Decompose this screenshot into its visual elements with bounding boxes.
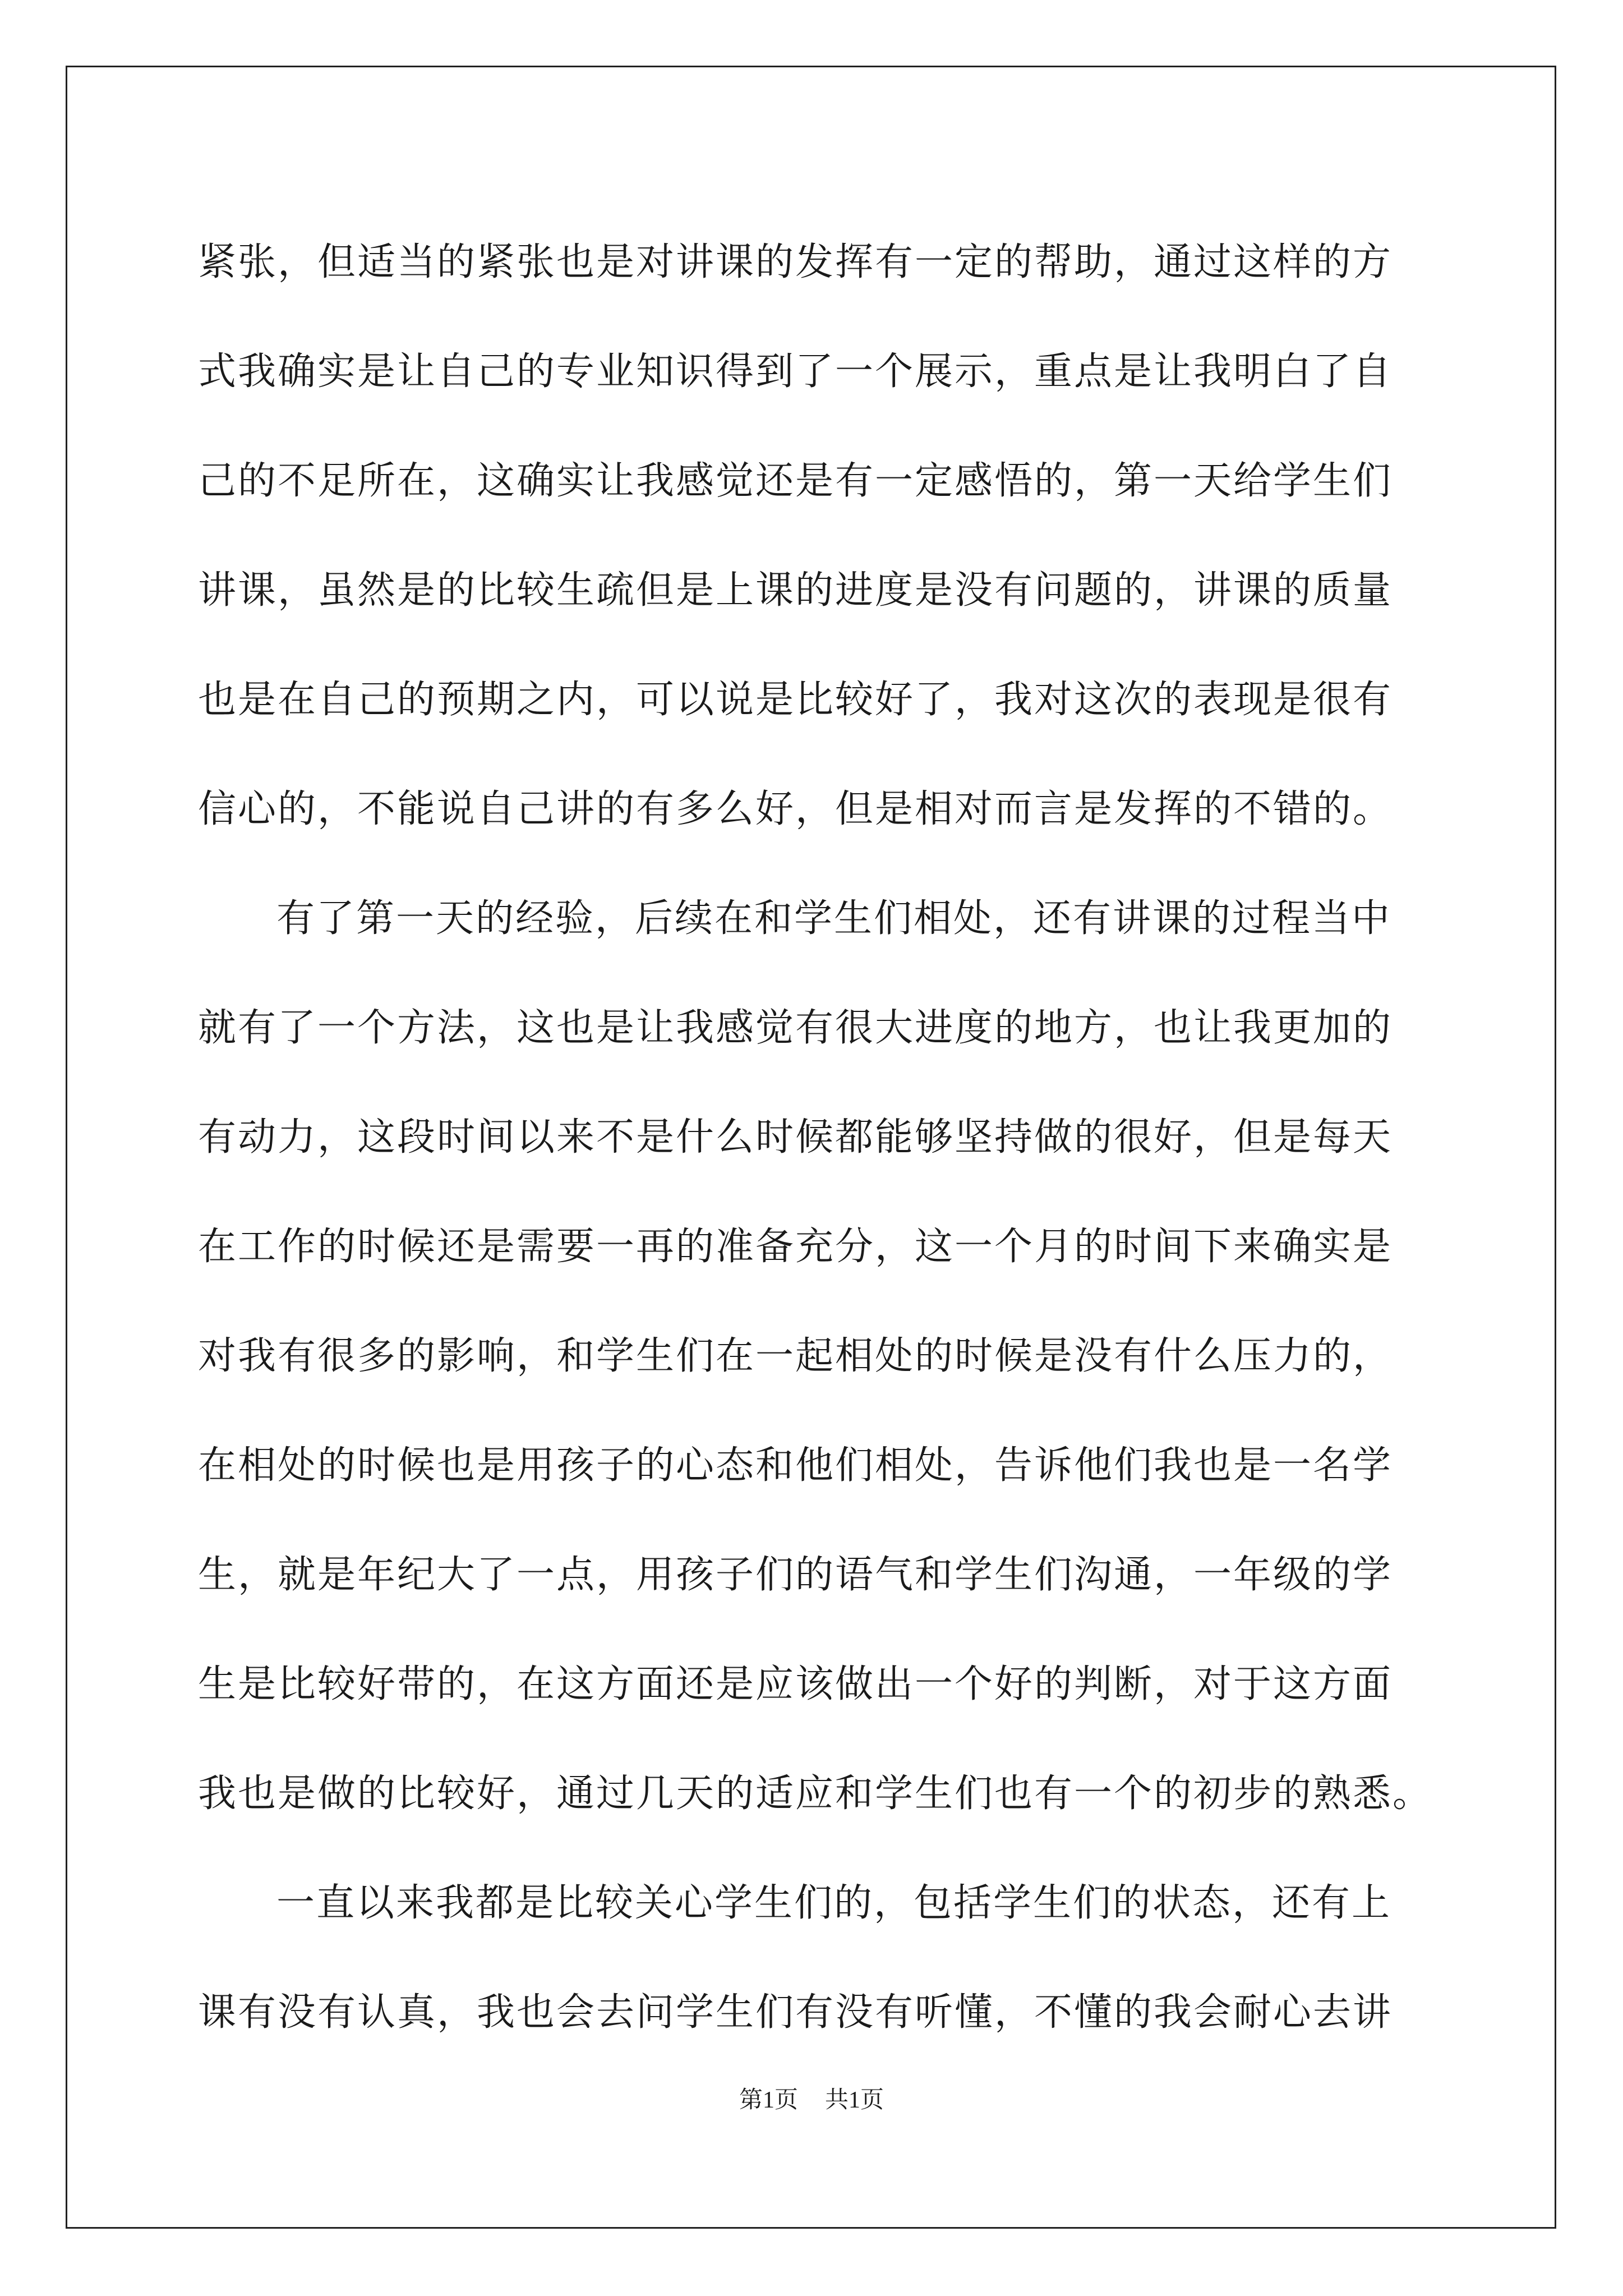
paragraph-first-line: 有了第一天的经验，后续在和学生们相处，还有讲课的过程当中 [276, 896, 1392, 941]
text-line: 有动力，这段时间以来不是什么时候都能够坚持做的很好，但是每天 [198, 1115, 1393, 1159]
text-line: 课有没有认真，我也会去问学生们有没有听懂，不懂的我会耐心去讲 [198, 1990, 1393, 2035]
text-line: 也是在自己的预期之内，可以说是比较好了，我对这次的表现是很有 [198, 678, 1393, 722]
text-line: 信心的，不能说自己讲的有多么好，但是相对而言是发挥的不错的。 [198, 787, 1393, 831]
text-line: 我也是做的比较好，通过几天的适应和学生们也有一个的初步的熟悉。 [198, 1772, 1433, 1816]
text-line: 就有了一个方法，这也是让我感觉有很大进度的地方，也让我更加的 [198, 1006, 1393, 1050]
page-number: 第1页 [739, 2087, 798, 2113]
text-line: 对我有很多的影响，和学生们在一起相处的时候是没有什么压力的， [198, 1334, 1393, 1378]
text-line: 在工作的时候还是需要一再的准备充分，这一个月的时间下来确实是 [198, 1225, 1393, 1269]
text-line: 己的不足所在，这确实让我感觉还是有一定感悟的，第一天给学生们 [198, 459, 1393, 503]
page-footer [0, 2081, 1623, 2115]
page-total: 共1页 [825, 2087, 884, 2113]
text-line: 生，就是年纪大了一点，用孩子们的语气和学生们沟通，一年级的学 [198, 1553, 1393, 1597]
paragraph-first-line: 一直以来我都是比较关心学生们的，包括学生们的状态，还有上 [276, 1881, 1392, 1925]
text-line: 在相处的时候也是用孩子的心态和他们相处，告诉他们我也是一名学 [198, 1443, 1393, 1488]
text-line: 紧张，但适当的紧张也是对讲课的发挥有一定的帮助，通过这样的方 [198, 240, 1393, 284]
document-body [198, 208, 1432, 2067]
text-line: 讲课，虽然是的比较生疏但是上课的进度是没有问题的，讲课的质量 [198, 568, 1393, 613]
text-line: 生是比较好带的，在这方面还是应该做出一个好的判断，对于这方面 [198, 1662, 1393, 1706]
text-line: 式我确实是让自己的专业知识得到了一个展示，重点是让我明白了自 [198, 349, 1393, 394]
